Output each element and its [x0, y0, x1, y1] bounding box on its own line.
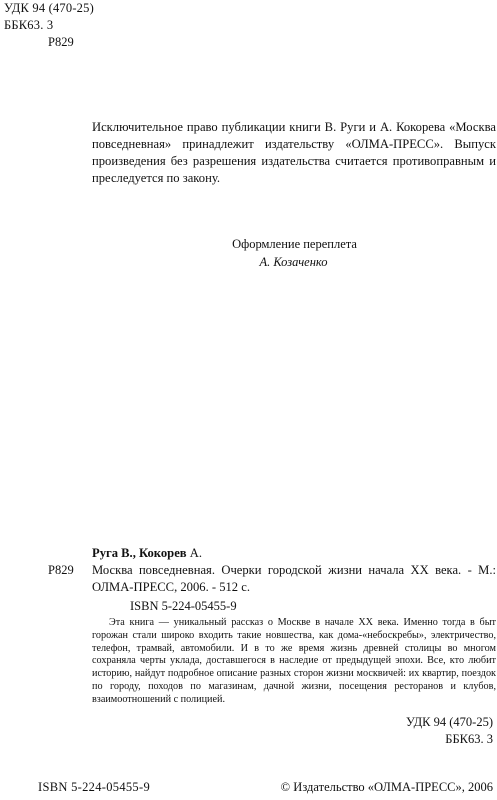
- catalog-authors: [92, 545, 202, 562]
- footer-isbn: ISBN 5-224-05455-9: [38, 780, 150, 794]
- cover-design-author: А. Козаченко: [259, 255, 328, 269]
- author-code-catalog: Р829: [48, 563, 74, 577]
- bbk-code-catalog: ББК63. 3: [445, 732, 493, 746]
- udk-code-top: УДК 94 (470-25): [4, 1, 94, 15]
- catalog-authors-rest: А.: [186, 546, 202, 560]
- catalog-description: Москва повседневная. Очерки городской жизни начала XX века. - М.: ОЛМА-ПРЕСС, 2006. - 512 с.: [92, 563, 496, 594]
- footer-copyright: © Издательство «ОЛМА-ПРЕСС», 2006: [280, 780, 493, 794]
- book-annotation: Эта книга — уникальный рассказ о Москве в начале XX века. Именно тогда в быт горожан стали широко входить такие новшества, как дома-«небоскребы», электричество, телефон, трамвай, автомобили. И в то же время жизнь древней столицы во многом сохраняла черты уклада, доставшегося в наследие от предыдущей эпохи. Все, кто любит историю, найдут подробное описание разных сторон жизни москвичей: их квартир, поездок по городу, походов по магазинам, дачной жизни, посещения ресторанов и клубов, взаимоотношений с полицией.: [92, 617, 496, 705]
- cover-design-label: Оформление переплета: [232, 237, 357, 251]
- author-code-top: Р829: [48, 35, 74, 49]
- catalog-isbn: ISBN 5-224-05455-9: [130, 599, 237, 613]
- bbk-code-top: ББК63. 3: [4, 18, 54, 32]
- catalog-authors-bold: Руга В., Кокорев: [92, 546, 187, 560]
- rights-notice: Исключительное право публикации книги В. Руги и А. Кокорева «Москва повседневная» принадлежит издательству «ОЛМА-ПРЕСС». Выпуск произведения без разрешения издательства считается противоправным и преследуется по закону.: [92, 120, 496, 185]
- udk-code-catalog: УДК 94 (470-25): [406, 715, 493, 729]
